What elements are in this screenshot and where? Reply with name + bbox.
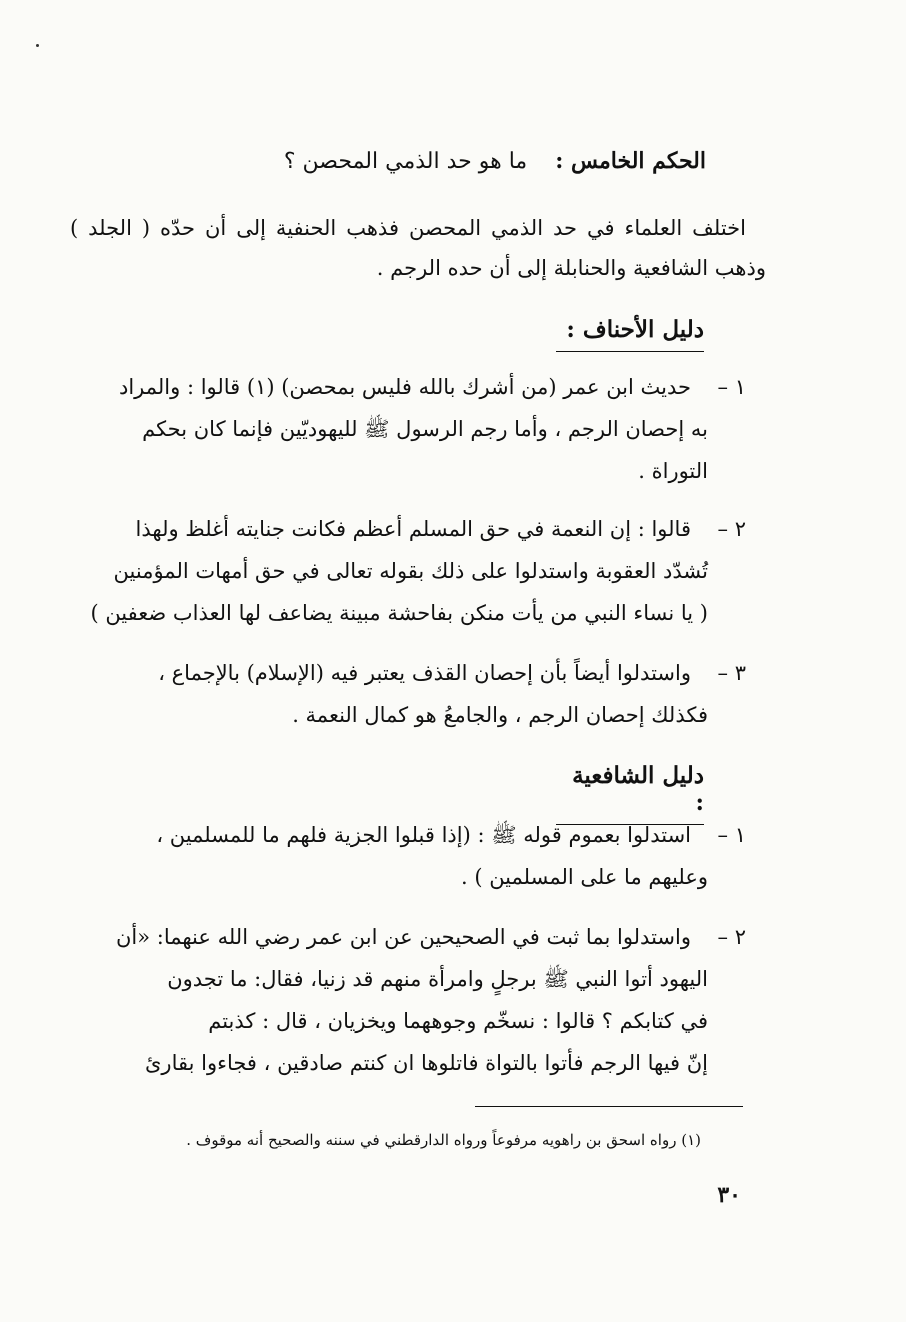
item-line: حديث ابن عمر (من أشرك بالله فليس بمحصن) (١) قالوا : والمراد (118, 375, 691, 399)
item-line: تُشدّد العقوبة واستدلوا على ذلك بقوله تعالى في حق أمهات المؤمنين (113, 559, 708, 583)
section-underline (556, 351, 704, 352)
item-number: ٢ – (717, 517, 746, 541)
item-line: واستدلوا بما ثبت في الصحيحين عن ابن عمر رضي الله عنهما: «أن (115, 925, 691, 949)
item-line: وعليهم ما على المسلمين ) . (460, 865, 708, 889)
ruling-label: الحكم الخامس : (555, 148, 706, 174)
item-line: به إحصان الرجم ، وأما رجم الرسول ﷺ لليهوديّين فإنما كان بحكم (142, 417, 708, 441)
item-line: قالوا : إن النعمة في حق المسلم أعظم فكانت جنايته أغلظ ولهذا (135, 517, 691, 541)
item-number: ١ – (717, 375, 746, 399)
hanafi-item-3 (70, 652, 746, 736)
footnote: (١) رواه اسحق بن راهويه مرفوعاً ورواه الدارقطني في سننه والصحيح أنه موقوف . (186, 1131, 701, 1149)
item-number: ١ – (717, 823, 746, 847)
ruling-heading (284, 148, 706, 174)
ruling-question: ما هو حد الذمي المحصن ؟ (283, 149, 528, 174)
page-number: ٣٠ (717, 1182, 741, 1208)
item-line: ( يا نساء النبي من يأت منكن بفاحشة مبينة يضاعف لها العذاب ضعفين ) (90, 601, 708, 625)
item-line: واستدلوا أيضاً بأن إحصان القذف يعتبر فيه (الإسلام) بالإجماع ، (158, 661, 691, 685)
item-line: استدلوا بعموم قوله ﷺ : (إذا قبلوا الجزية فلهم ما للمسلمين ، (156, 823, 691, 847)
item-number: ٢ – (717, 925, 746, 949)
item-line: اليهود أتوا النبي ﷺ برجلٍ وامرأة منهم قد زنيا، فقال: ما تجدون (167, 967, 708, 991)
shafii-item-1 (70, 814, 746, 898)
item-line: إنّ فيها الرجم فأتوا بالتواة فاتلوها ان كنتم صادقين ، فجاءوا بقارئ (144, 1051, 708, 1075)
section-title-hanafi: دليل الأحناف : (556, 316, 704, 352)
intro-line: وذهب الشافعية والحنابلة إلى أن حده الرجم . (376, 256, 766, 280)
shafii-item-2 (70, 916, 746, 1084)
item-number: ٣ – (717, 661, 746, 685)
intro-paragraph (70, 208, 766, 288)
hanafi-item-1 (70, 366, 746, 492)
footnote-separator (475, 1106, 743, 1107)
hanafi-item-2 (70, 508, 746, 634)
intro-line: اختلف العلماء في حد الذمي المحصن فذهب الحنفية إلى أن حدّه ( الجلد ) (70, 216, 747, 240)
section-title-shafii: دليل الشافعية : (556, 762, 704, 825)
item-line: التوراة . (638, 459, 708, 483)
item-line: فكذلك إحصان الرجم ، والجامعُ هو كمال النعمة . (292, 703, 708, 727)
scan-speck (36, 44, 39, 47)
item-line: في كتابكم ؟ قالوا : نسخّم وجوههما ويخزيان ، قال : كذبتم (208, 1009, 708, 1033)
